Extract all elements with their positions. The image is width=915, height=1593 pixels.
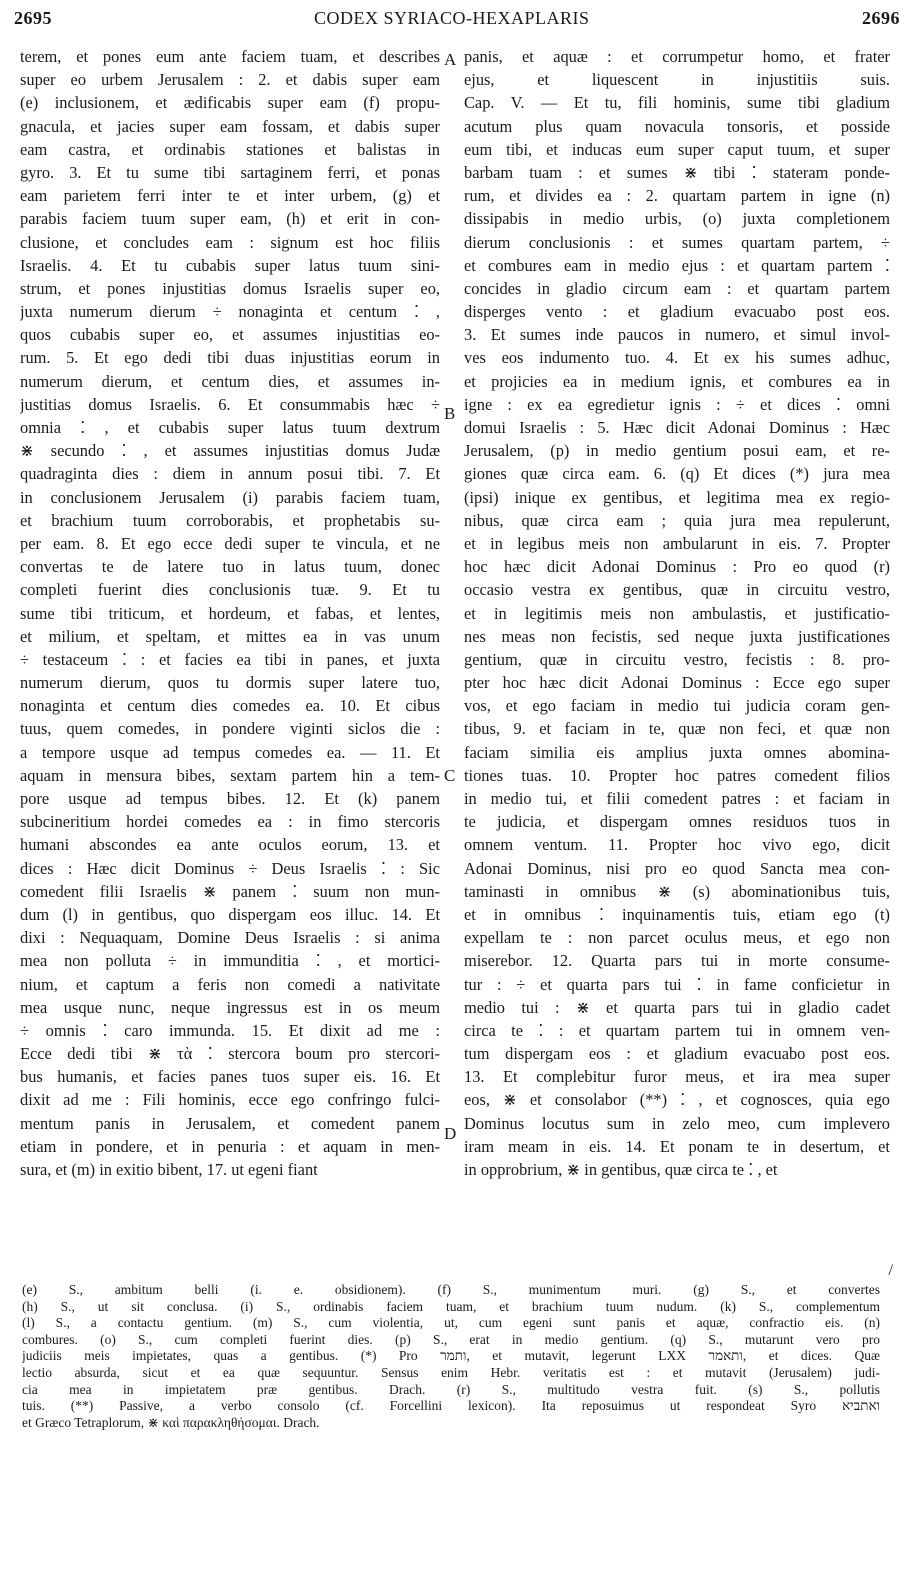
- text-line: ves eos indumento tuo. 4. Et ex his sumes adhuc,: [464, 348, 890, 368]
- left-column-text: [20, 45, 440, 1235]
- text-line: expellam te : non parcet oculus meus, et ego non: [464, 928, 890, 948]
- text-line: comedent filii Israelis ⋇ panem ⁚ suum non mun-: [20, 881, 440, 901]
- text-line: per eam. 8. Et ego ecce dedi super te vincula, et ne: [20, 533, 440, 553]
- text-line: et projicies ea in medium ignis, et combures ea in: [464, 371, 890, 391]
- margin-letter-c: C: [444, 766, 456, 785]
- text-line: domui Israelis : 5. Hæc dicit Adonai Dominus : Hæc: [464, 418, 890, 437]
- margin-mark: /: [888, 1262, 893, 1279]
- text-line: Jerusalem, (p) in medio gentium posui eam, et re-: [464, 441, 890, 461]
- text-line: ÷ omnis ⁚ caro immunda. 15. Et dixit ad me :: [20, 1020, 440, 1040]
- text-line: convertas te de latere tuo in latus tuum, donec: [20, 557, 440, 577]
- text-line: omnem ventum. 11. Propter hoc vivo ego, dicit: [464, 835, 890, 855]
- text-line: gyro. 3. Et tu sume tibi sartaginem ferri, et ponas: [20, 162, 440, 182]
- page-number-right: 2696: [862, 8, 900, 28]
- text-line: in medio tui, et filii comedent patres : et faciam in: [464, 789, 890, 808]
- text-line: sura, et (m) in exitio bibent, 17. ut egeni fiant: [20, 1160, 318, 1179]
- text-line: disperges vento : et gladium evacuabo post eos.: [464, 302, 890, 322]
- margin-letter-b: B: [444, 404, 456, 423]
- text-line: super eo urbem Jerusalem : 2. et dabis super eam: [20, 70, 440, 90]
- text-line: dices : Hæc dicit Dominus ÷ Deus Israelis ⁚ : Sic: [20, 858, 440, 878]
- text-line: taminasti in omnibus ⋇ (s) abominationibus tuis,: [464, 881, 890, 901]
- text-line: medio tui : ⋇ et quarta pars tui in gladio cadet: [464, 997, 890, 1017]
- footnotes: [22, 1282, 880, 1431]
- text-line: sume tibi triticum, et hordeum, et fabas, et lentes,: [20, 603, 440, 623]
- text-line: eam castra, et ordinabis stationes et balistas in: [20, 139, 440, 159]
- text-line: 13. Et complebitur furor meus, et ira mea super: [464, 1067, 890, 1087]
- text-line: iram meam in eis. 14. Et ponam te in desertum, et: [464, 1136, 890, 1156]
- footnote-line: judiciis meis impietates, quas a gentibus. (*) Pro ותמר, et mutavit, legerunt LXX ותאמר, et dices. Quæ: [22, 1348, 880, 1364]
- footnote-line: combures. (o) S., cum completi fuerint dies. (p) S., erat in medio gentium. (q) S., mutarunt vero pro: [22, 1331, 880, 1347]
- text-line: occasio vestra ex gentibus, quæ in circuitu vestro,: [464, 580, 890, 600]
- text-line: eam parietem ferri inter te et inter urbem, (g) et: [20, 186, 440, 206]
- text-line: mea usque nunc, neque ingressus est in os meum: [20, 997, 440, 1017]
- text-line: mentum panis in Jerusalem, et comedent panem: [20, 1113, 440, 1133]
- text-line: (e) inclusionem, et ædificabis super eam (f) propu-: [20, 93, 440, 113]
- text-line: terem, et pones eum ante faciem tuam, et describes: [20, 47, 440, 66]
- footnote-line: tuis. (**) Passive, a verbo consolo (cf. Forcellini lexicon). Ita reposuimus ut respondeat Syro ואתביא: [22, 1398, 880, 1414]
- text-line: dixit ad me : Fili hominis, ecce ego confringo fulci-: [20, 1090, 440, 1110]
- text-line: nibus, quæ circa eam ; quia jura mea repulerunt,: [464, 510, 890, 530]
- text-line: ÷ testaceum ⁚ : et facies ea tibi in panes, et juxta: [20, 649, 440, 669]
- footnote-line: et Græco Tetraplorum, ⋇ καὶ παρακληθήσομαι. Drach.: [22, 1414, 320, 1430]
- text-line: Adonai Dominus, nisi pro eo quod Sancta mea con-: [464, 858, 890, 878]
- text-line: rum, et divides ea : 2. quartam partem in igne (n): [464, 186, 890, 206]
- text-line: circa te ⁚ : et quartam partem tui in omnem ven-: [464, 1020, 890, 1040]
- footnote-line: (l) S., a contactu gentium. (m) S., cum violentia, ut, cum egeni sunt panis et aquæ, confractio eis. (n): [22, 1315, 880, 1331]
- text-line: et in legibus meis non ambularunt in eis. 7. Propter: [464, 533, 890, 553]
- text-line: pore usque ad tempus bibes. 12. Et (k) panem: [20, 789, 440, 808]
- text-line: ⋇ secundo ⁚ , et assumes injustitias domus Judæ: [20, 441, 440, 461]
- text-line: nonaginta et centum dies comedes ea. 10. Et cibus: [20, 696, 440, 716]
- text-line: gentium, quæ in circuitu vestro, fecistis : 8. pro-: [464, 649, 890, 669]
- margin-letter-a: A: [444, 50, 457, 69]
- text-line: vos, et ego faciam in medio tui judicia coram gen-: [464, 696, 890, 716]
- text-line: 3. Et sumes inde paucos in numero, et simul invol-: [464, 325, 890, 345]
- text-line: et in legitimis meis non ambulastis, et justificatio-: [464, 603, 890, 623]
- text-line: quadraginta dies : diem in annum posui tibi. 7. Et: [20, 464, 440, 484]
- text-line: pter hoc hæc dicit Adonai Dominus : Ecce ego super: [464, 673, 890, 693]
- text-line: numerum dierum, quos tu dormis super latere tuo,: [20, 673, 440, 693]
- text-line: numerum dierum, et centum dies, et assumes in-: [20, 371, 440, 391]
- text-line: et in omnibus ⁚ inquinamentis tuis, etiam ego (t): [464, 904, 890, 924]
- text-line: bus humanis, et facies panes tuos super eis. 16. Et: [20, 1067, 440, 1087]
- text-line: eos, ⋇ et consolabor (**) ⁚ , et cognosces, quia ego: [464, 1090, 890, 1110]
- text-line: Israelis. 4. Et tu cubabis super latus tuum sini-: [20, 255, 440, 275]
- text-line: etiam in pondere, et in penuria : et aquam in men-: [20, 1136, 440, 1156]
- text-line: tur : ÷ et quarta pars tui ⁚ in fame conficietur in: [464, 974, 890, 994]
- text-line: clusione, et concludes eam : signum est hoc filiis: [20, 232, 440, 252]
- text-line: dissipabis in medio urbis, (o) juxta completionem: [464, 209, 890, 229]
- text-line: aquam in mensura bibes, sextam partem hin a tem-: [20, 765, 440, 785]
- text-line: rum. 5. Et ego dedi tibi duas injustitias eorum in: [20, 348, 440, 368]
- text-line: hoc hæc dicit Adonai Dominus : Pro eo quod (r): [464, 557, 890, 577]
- text-line: barbam tuam : et sumes ⋇ tibi ⁚ stateram ponde-: [464, 162, 890, 182]
- text-line: ejus, et liquescent in injustitiis suis.: [464, 70, 890, 90]
- running-header: [14, 8, 900, 38]
- text-line: strum, et pones injustitias domus Israelis super eo,: [20, 278, 440, 298]
- text-line: dixi : Nequaquam, Domine Deus Israelis : si anima: [20, 928, 440, 948]
- margin-letter-d: D: [444, 1124, 457, 1143]
- footnote-line: (e) S., ambitum belli (i. e. obsidionem). (f) S., munimentum muri. (g) S., et convertes: [22, 1282, 880, 1297]
- text-line: et milium, et speltam, et mittes ea in vas unum: [20, 626, 440, 646]
- text-line: tiones tuas. 10. Propter hoc patres comedent filios: [464, 765, 890, 785]
- text-line: gnacula, et jacies super eam fossam, et dabis super: [20, 116, 440, 136]
- text-line: justitias domus Israelis. 6. Et consummabis hæc ÷: [20, 394, 440, 414]
- text-line: acutum plus quam novacula tonsoris, et posside: [464, 116, 890, 136]
- page-number-left: 2695: [14, 8, 52, 28]
- text-line: nium, et captum a feris non comedi a nativitate: [20, 974, 440, 994]
- footnote-line: (h) S., ut sit conclusa. (i) S., ordinabis faciem tuam, et brachium tuum nudum. (k) S., complementum: [22, 1298, 880, 1314]
- text-line: mea non polluta ÷ in immunditia ⁚ , et mortici-: [20, 951, 440, 971]
- text-line: Dominus locutus sum in zelo meo, cum implevero: [464, 1113, 890, 1133]
- text-line: juxta numerum dierum ÷ nonaginta et centum ⁚ ,: [20, 302, 440, 322]
- text-line: et brachium tuum corroborabis, et prophetabis su-: [20, 510, 440, 530]
- footnote-line: lectio absurda, sicut et ea quæ sequuntur. Sensus enim Hebr. veritatis est : et mutavit (Jerusalem) judi-: [22, 1364, 880, 1380]
- text-line: et combures eam in medio ejus : et quartam partem ⁚: [464, 255, 890, 275]
- text-line: te judicia, et dispergam omnes residuos tuos in: [464, 812, 890, 832]
- text-line: dum (l) in gentibus, quo dispergam eos illuc. 14. Et: [20, 904, 440, 924]
- text-line: igne : ex ea egredietur ignis : ÷ et dices ⁚ omni: [464, 394, 890, 414]
- text-line: a tempore usque ad tempus comedes ea. — 11. Et: [20, 742, 440, 762]
- text-line: dierum conclusionis : et sumes quartam partem, ÷: [464, 232, 890, 252]
- text-line: nes meas non fecistis, sed neque juxta justificationes: [464, 626, 890, 646]
- text-line: faciam similia eis amplius juxta omnes abomina-: [464, 742, 890, 762]
- text-line: miserebor. 12. Quarta pars tui in morte consume-: [464, 951, 890, 971]
- text-line: panis, et aquæ : et corrumpetur homo, et frater: [464, 47, 890, 66]
- text-line: (ipsi) inique ex gentibus, et legitima mea ex regio-: [464, 487, 890, 507]
- text-line: tibus, 9. et faciam in te, quæ non feci, et quæ non: [464, 719, 890, 739]
- text-line: humani abscondes ea ante oculos eorum, 13. et: [20, 835, 440, 855]
- text-line: subcineritium hordei comedes ea : in fimo stercoris: [20, 812, 440, 832]
- text-line: in opprobrium, ⋇ in gentibus, quæ circa te ⁚ , et: [464, 1160, 778, 1179]
- text-line: in conclusionem Jerusalem (i) parabis faciem tuam,: [20, 487, 440, 507]
- text-line: Cap. V. — Et tu, fili hominis, sume tibi gladium: [464, 93, 890, 113]
- text-line: concides in gladio circum eam : et quartam partem: [464, 278, 890, 298]
- text-line: tuus, quem comedes, in pondere viginti siclos die :: [20, 719, 440, 739]
- running-title: CODEX SYRIACO-HEXAPLARIS: [314, 8, 590, 28]
- text-line: eum tibi, et inducas eum super caput tuum, et super: [464, 139, 890, 159]
- text-line: omnia ⁚ , et cubabis super latus tuum dextrum: [20, 418, 440, 437]
- right-column-text: [464, 45, 890, 1235]
- text-line: tum dispergam eos : et gladium evacuabo post eos.: [464, 1044, 890, 1064]
- footnote-line: cia mea in impietatem præ gentibus. Drach. (r) S., multitudo vestra fuit. (s) S., pollutis: [22, 1381, 880, 1397]
- text-line: completi fuerint dies conclusionis tuæ. 9. Et tu: [20, 580, 440, 600]
- text-line: giones quæ circa eam. 6. (q) Et dices (*) jura mea: [464, 464, 890, 484]
- text-line: Ecce dedi tibi ⋇ τὰ ⁚ stercora boum pro stercori-: [20, 1044, 440, 1064]
- text-line: parabis faciem tuum super eam, (h) et erit in con-: [20, 209, 440, 229]
- text-line: quos cubabis super eo, et assumes injustitias eo-: [20, 325, 440, 345]
